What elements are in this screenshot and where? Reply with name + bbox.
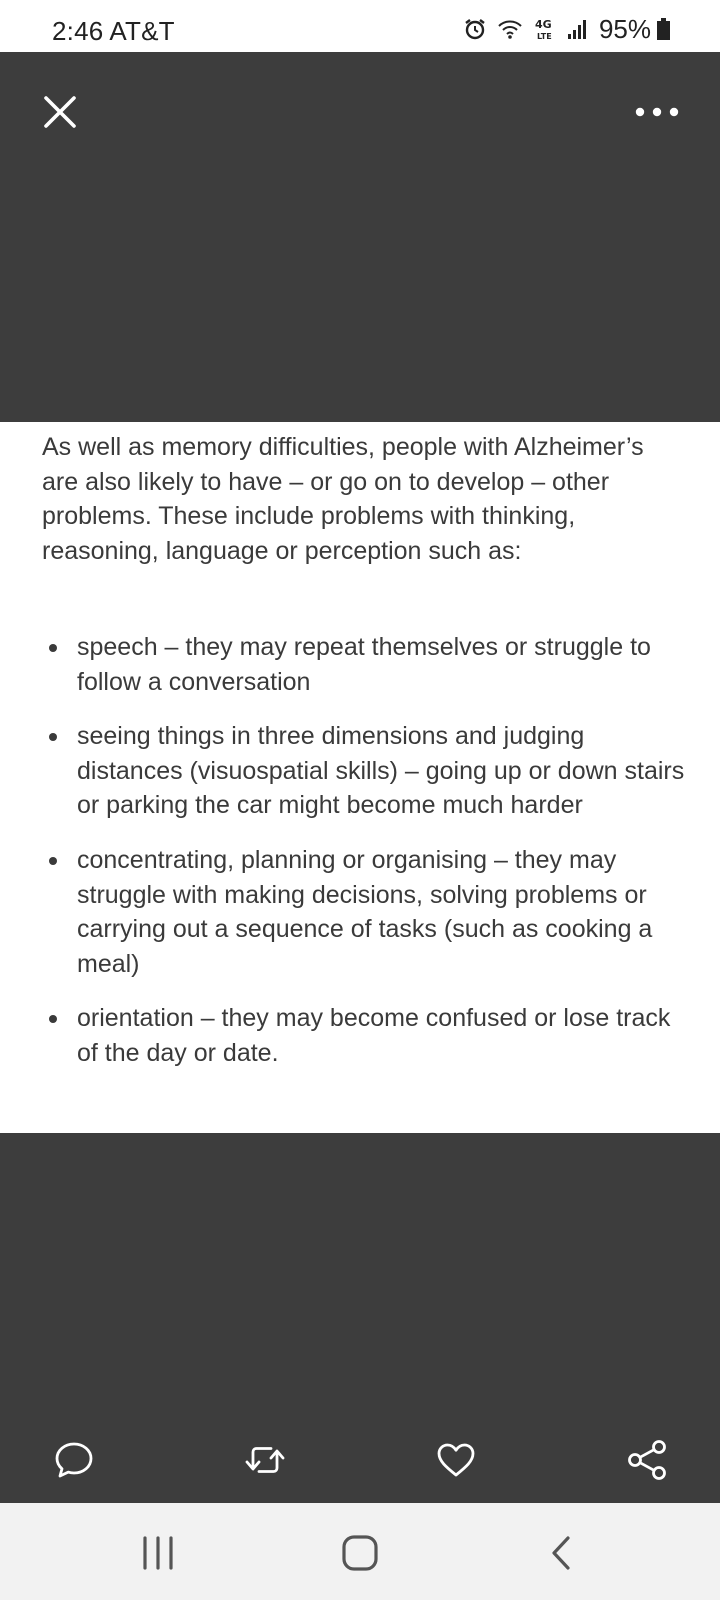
media-viewer-top: [0, 52, 720, 422]
list-item: [42, 1001, 687, 1070]
svg-text:LTE: LTE: [536, 32, 552, 41]
list-item-text: concentrating, planning or organising – they may struggle with making decisions, solving problems or carrying out a sequence of tasks (such as cooking a meal): [77, 845, 653, 978]
bullet-icon: [49, 1015, 57, 1023]
battery-icon: [657, 18, 670, 40]
status-carrier: AT&T: [109, 16, 175, 46]
battery-indicator: [599, 14, 670, 45]
bullet-icon: [49, 857, 57, 865]
list-item: [42, 630, 687, 699]
intro-paragraph: As well as memory difficulties, people with Alzheimer’s are also likely to have – or go on to develop – other problems. These include problems with thinking, reasoning, language or perception such as:: [42, 433, 644, 565]
list-item-text: seeing things in three dimensions and judging distances (visuospatial skills) – going up or down stairs or parking the car might become much harder: [77, 722, 685, 820]
reply-icon[interactable]: [52, 1438, 96, 1482]
bullet-icon: [49, 733, 57, 741]
home-icon[interactable]: [338, 1533, 382, 1573]
4g-lte-icon: [533, 16, 557, 42]
status-time: 2:46: [52, 16, 104, 46]
svg-text:4G: 4G: [534, 18, 552, 31]
symptom-list: [42, 630, 687, 1091]
signal-icon: [567, 18, 589, 40]
wifi-icon: [497, 17, 523, 41]
share-icon[interactable]: [625, 1438, 669, 1482]
more-options-icon[interactable]: [634, 102, 680, 122]
close-icon[interactable]: [40, 92, 80, 132]
like-icon[interactable]: [434, 1438, 478, 1482]
tweet-action-bar: [0, 1420, 720, 1500]
list-item-text: orientation – they may become confused or lose track of the day or date.: [77, 1004, 671, 1067]
list-item: [42, 843, 687, 981]
image-text-card: [0, 422, 720, 1133]
bullet-icon: [49, 644, 57, 652]
list-item: [42, 719, 687, 823]
status-icons: [463, 14, 670, 44]
battery-percent: 95%: [598, 13, 651, 44]
status-left: [52, 16, 175, 47]
list-item-text: speech – they may repeat themselves or struggle to follow a conversation: [77, 633, 651, 696]
alarm-icon: [463, 17, 487, 41]
system-nav-bar: [0, 1503, 720, 1600]
retweet-icon[interactable]: [243, 1438, 287, 1482]
recent-apps-icon[interactable]: [136, 1533, 180, 1573]
back-icon[interactable]: [540, 1533, 584, 1573]
status-bar: [0, 0, 720, 52]
